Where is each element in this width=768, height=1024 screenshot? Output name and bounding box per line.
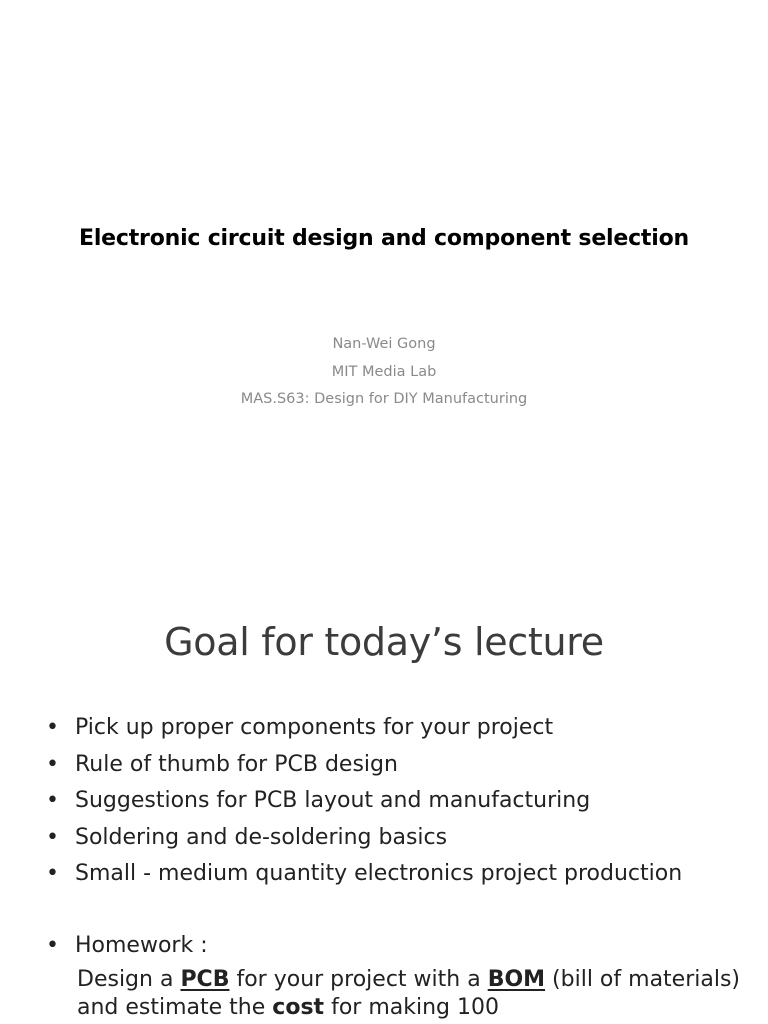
list-item-text: Rule of thumb for PCB design (75, 751, 398, 777)
homework-text: for your project with a (229, 967, 488, 992)
slide-subtitle (0, 331, 768, 414)
slide-title: Electronic circuit design and component selection (79, 226, 689, 251)
bullet-icon: • (46, 824, 59, 850)
list-item (46, 856, 746, 893)
bullet-icon: • (46, 715, 59, 740)
homework-heading (46, 928, 746, 964)
author-name: Nan-Wei Gong (332, 336, 436, 352)
cost-term: cost (272, 995, 325, 1020)
course-name: MAS.S63: Design for DIY Manufacturing (240, 391, 528, 407)
affiliation: MIT Media Lab (331, 363, 437, 380)
bullet-icon: • (46, 751, 59, 777)
bullet-icon: • (46, 933, 59, 958)
list-item-text: Suggestions for PCB layout and manufacturing (75, 788, 591, 814)
bom-term: BOM (487, 967, 546, 992)
homework-section (46, 928, 746, 1022)
pcb-term: PCB (180, 967, 230, 992)
homework-description (46, 966, 746, 1022)
slide-heading: Goal for today’s lecture (164, 620, 604, 664)
list-item-text: Pick up proper components for your project (75, 715, 554, 740)
list-item (46, 820, 746, 857)
goal-list (46, 710, 746, 893)
bullet-icon: • (46, 861, 59, 887)
homework-text: for making 100 (324, 995, 499, 1020)
list-item (46, 747, 746, 784)
list-item-text: Small - medium quantity electronics project production (75, 861, 683, 887)
goals-slide (0, 576, 768, 1024)
homework-text: Design a (77, 967, 181, 992)
homework-text: (bill of materials) and estimate the (77, 967, 741, 1020)
list-item (46, 710, 746, 747)
list-item (46, 783, 746, 820)
homework-label: Homework : (75, 933, 208, 958)
bullet-icon: • (46, 788, 59, 814)
list-item-text: Soldering and de-soldering basics (75, 824, 448, 850)
